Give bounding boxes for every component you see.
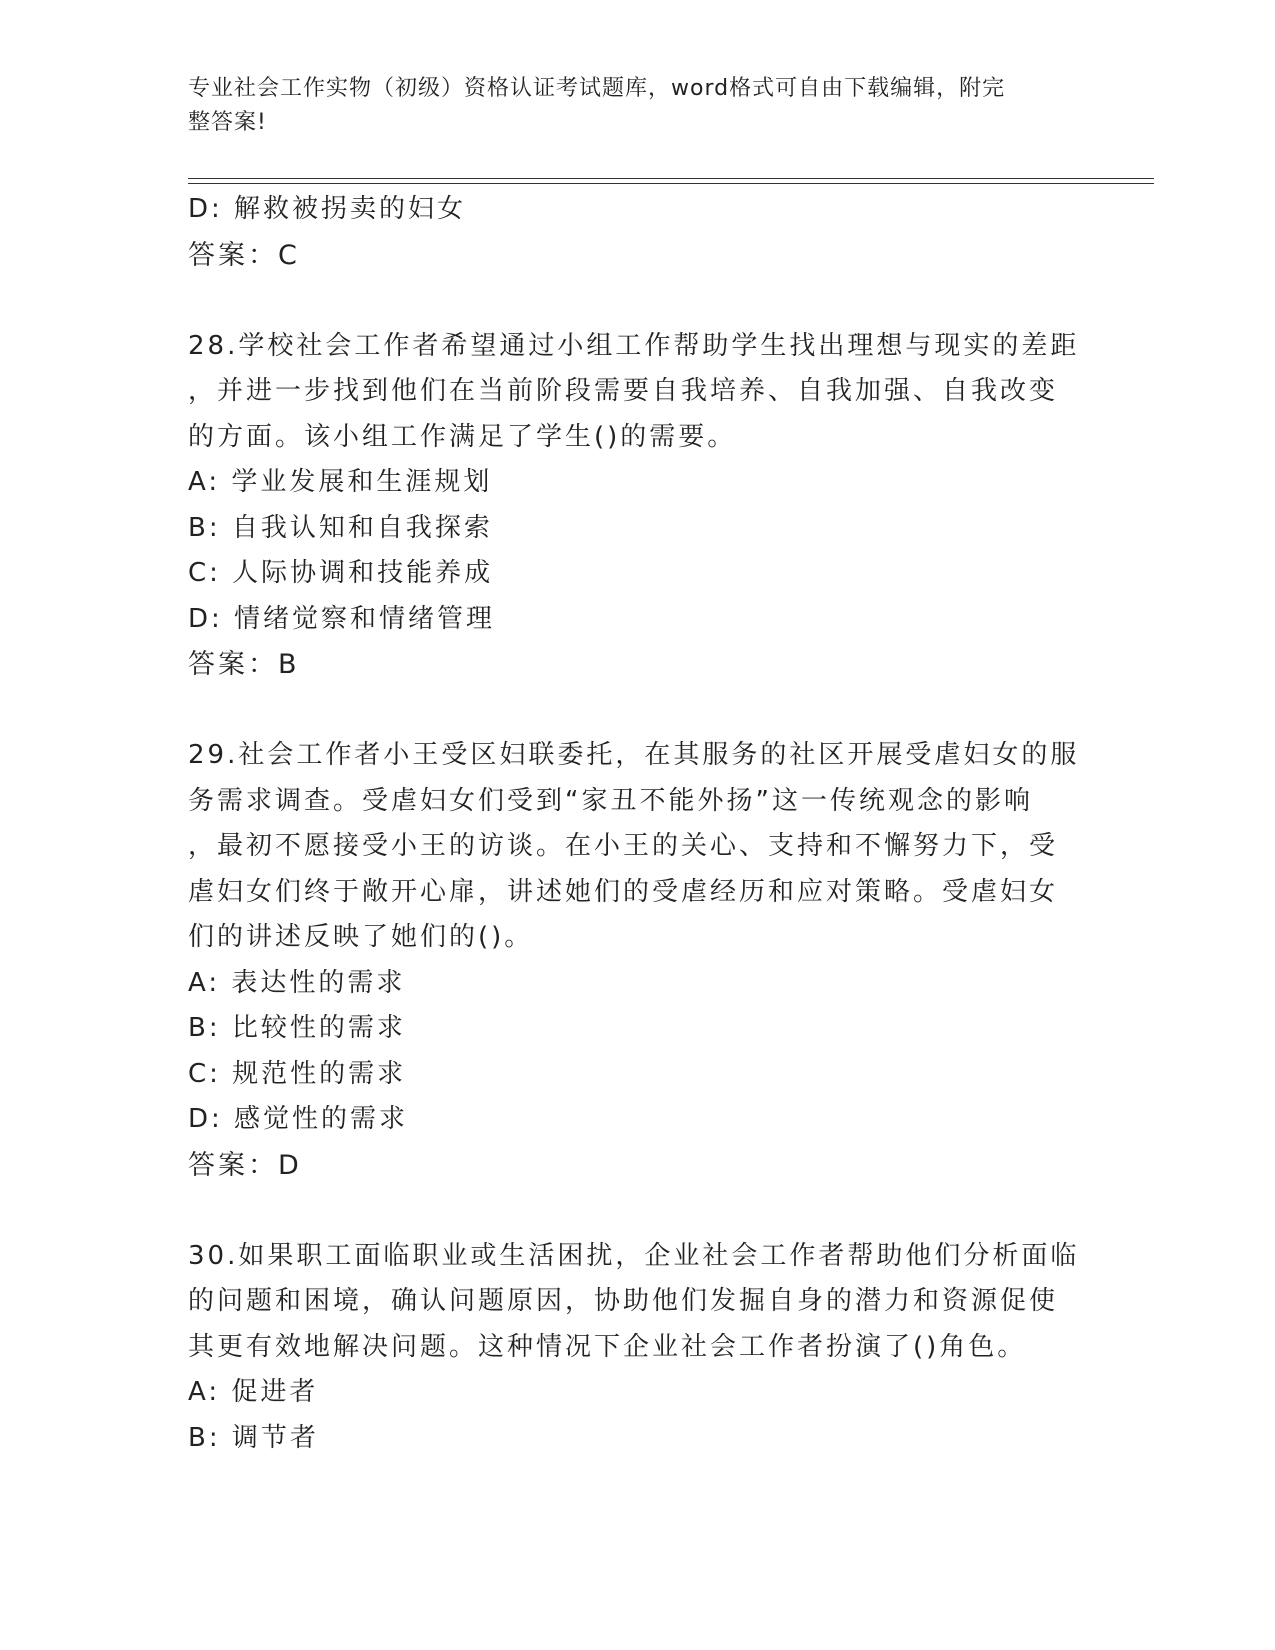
question-30 <box>188 1234 1078 1462</box>
question-27-tail <box>188 187 1078 278</box>
spacer <box>188 688 1078 734</box>
option-a: A: 表达性的需求 <box>188 967 406 998</box>
answer: 答案：B <box>188 649 300 680</box>
option-a: A: 学业发展和生涯规划 <box>188 467 493 497</box>
question-text-line: 务需求调查。受虐妇女们受到“家丑不能外扬”这一传统观念的影响 <box>188 785 1033 816</box>
option-d: D: 解救被拐卖的妇女 <box>188 194 467 224</box>
question-text-line: 28.学校社会工作者希望通过小组工作帮助学生找出理想与现实的差距 <box>188 330 1080 361</box>
header-rule-bottom <box>188 183 1154 184</box>
question-29 <box>188 733 1078 1188</box>
question-text-line: 的方面。该小组工作满足了学生()的需要。 <box>188 421 737 452</box>
question-text-line: ，并进一步找到他们在当前阶段需要自我培养、自我加强、自我改变 <box>188 376 1059 406</box>
option-b: B: 比较性的需求 <box>188 1013 406 1043</box>
header-line-2: 整答案! <box>188 110 267 135</box>
option-a: A: 促进者 <box>188 1377 319 1407</box>
option-b: B: 调节者 <box>188 1422 319 1453</box>
option-b: B: 自我认知和自我探索 <box>188 512 493 543</box>
header-line-1: 专业社会工作实物（初级）资格认证考试题库，word格式可自由下载编辑，附完 <box>188 76 1006 101</box>
question-text-line: 的问题和困境，确认问题原因，协助他们发掘自身的潜力和资源促使 <box>188 1286 1059 1316</box>
option-d: D: 情绪觉察和情绪管理 <box>188 603 496 634</box>
document-body <box>188 187 1078 1461</box>
question-text-line: 29.社会工作者小王受区妇联委托，在其服务的社区开展受虐妇女的服 <box>188 740 1080 770</box>
document-header <box>188 72 1068 140</box>
spacer <box>188 1188 1078 1234</box>
question-text-line: 30.如果职工面临职业或生活困扰，企业社会工作者帮助他们分析面临 <box>188 1240 1080 1271</box>
question-text-line: 其更有效地解决问题。这种情况下企业社会工作者扮演了()角色。 <box>188 1331 1027 1362</box>
answer: 答案：C <box>188 239 300 271</box>
question-28 <box>188 324 1078 688</box>
header-rule-top <box>188 178 1154 179</box>
spacer <box>188 278 1078 324</box>
question-text-line: 们的讲述反映了她们的()。 <box>188 922 534 952</box>
option-c: C: 人际协调和技能养成 <box>188 558 494 588</box>
question-text-line: ，最初不愿接受小王的访谈。在小王的关心、支持和不懈努力下，受 <box>188 831 1059 861</box>
option-d: D: 感觉性的需求 <box>188 1104 409 1134</box>
option-c: C: 规范性的需求 <box>188 1058 407 1089</box>
answer: 答案：D <box>188 1149 302 1181</box>
question-text-line: 虐妇女们终于敞开心扉，讲述她们的受虐经历和应对策略。受虐妇女 <box>188 876 1059 907</box>
